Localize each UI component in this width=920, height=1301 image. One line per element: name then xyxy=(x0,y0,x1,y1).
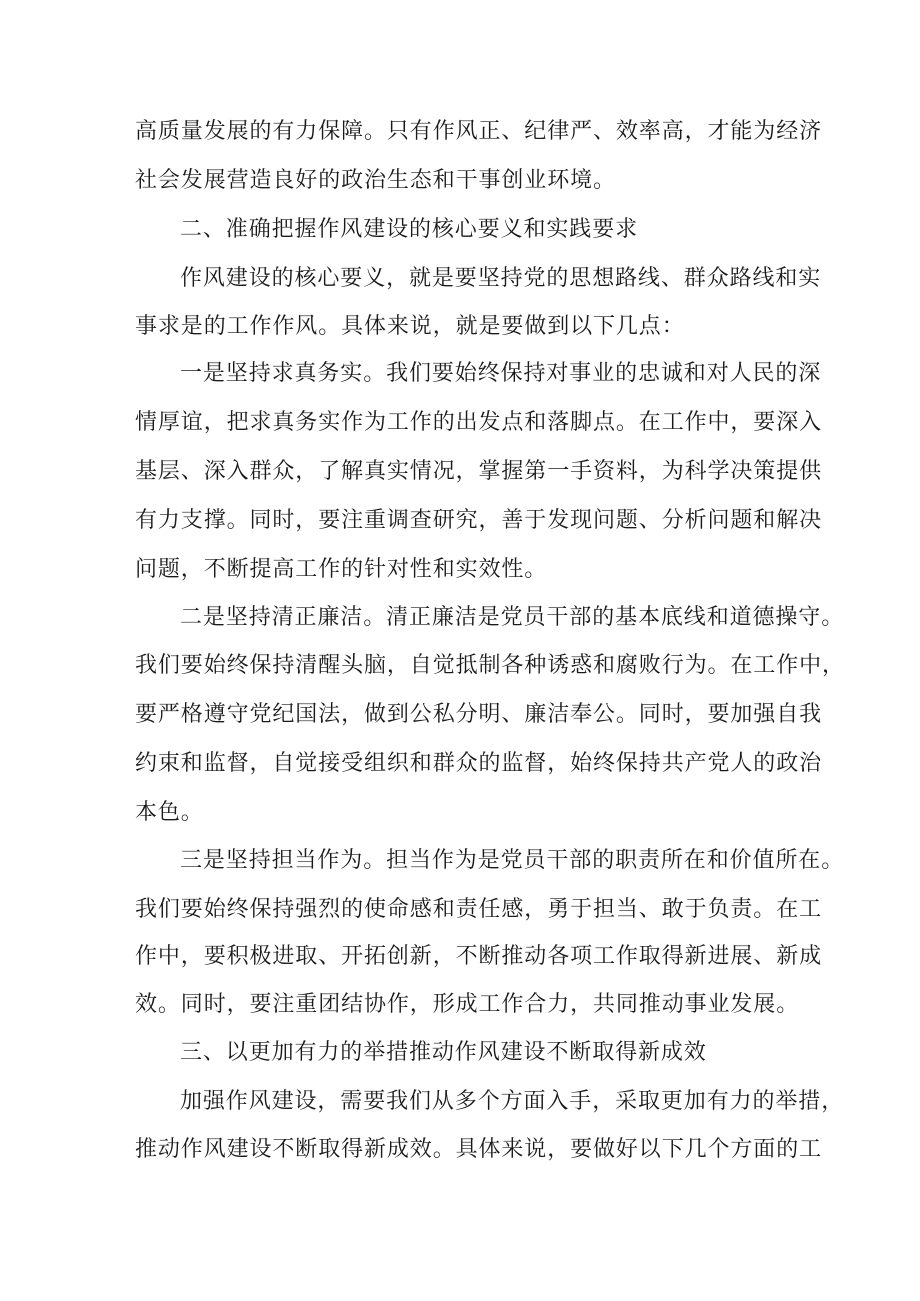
text-line: 约束和监督，自觉接受组织和群众的监督，始终保持共产党人的政治 xyxy=(135,751,823,776)
section-heading: 二、准确把握作风建设的核心要义和实践要求 xyxy=(180,217,639,242)
text-line: 基层、深入群众，了解真实情况，掌握第一手资料，为科学决策提供 xyxy=(135,459,823,484)
text-line: 我们要始终保持强烈的使命感和责任感，勇于担当、敢于负责。在工 xyxy=(135,897,823,922)
text-line: 作风建设的核心要义，就是要坚持党的思想路线、群众路线和实 xyxy=(180,266,822,291)
text-line: 情厚谊，把求真务实作为工作的出发点和落脚点。在工作中，要深入 xyxy=(135,410,823,435)
text-line: 二是坚持清正廉洁。清正廉洁是党员干部的基本底线和道德操守。 xyxy=(180,605,845,630)
text-line: 三是坚持担当作为。担当作为是党员干部的职责所在和价值所在。 xyxy=(180,848,845,873)
section-heading: 三、以更加有力的举措推动作风建设不断取得新成效 xyxy=(180,1040,707,1065)
text-line: 要严格遵守党纪国法，做到公私分明、廉洁奉公。同时，要加强自我 xyxy=(135,702,823,727)
text-line: 加强作风建设，需要我们从多个方面入手，采取更加有力的举措， xyxy=(180,1089,845,1114)
text-line: 问题，不断提高工作的针对性和实效性。 xyxy=(135,557,548,582)
text-line: 事求是的工作作风。具体来说，就是要做到以下几点： xyxy=(135,314,685,339)
text-line: 我们要始终保持清醒头脑，自觉抵制各种诱惑和腐败行为。在工作中， xyxy=(135,653,845,678)
text-line: 效。同时，要注重团结协作，形成工作合力，共同推动事业发展。 xyxy=(135,992,800,1017)
text-line: 推动作风建设不断取得新成效。具体来说，要做好以下几个方面的工 xyxy=(135,1137,823,1162)
text-line: 一是坚持求真务实。我们要始终保持对事业的忠诚和对人民的深 xyxy=(180,361,822,386)
text-line: 作中，要积极进取、开拓创新，不断推动各项工作取得新进展、新成 xyxy=(135,944,823,969)
text-line: 社会发展营造良好的政治生态和干事创业环境。 xyxy=(135,168,616,193)
text-line: 高质量发展的有力保障。只有作风正、纪律严、效率高，才能为经济 xyxy=(135,119,823,144)
text-line: 有力支撑。同时，要注重调查研究，善于发现问题、分析问题和解决 xyxy=(135,508,823,533)
text-line: 本色。 xyxy=(135,800,204,825)
